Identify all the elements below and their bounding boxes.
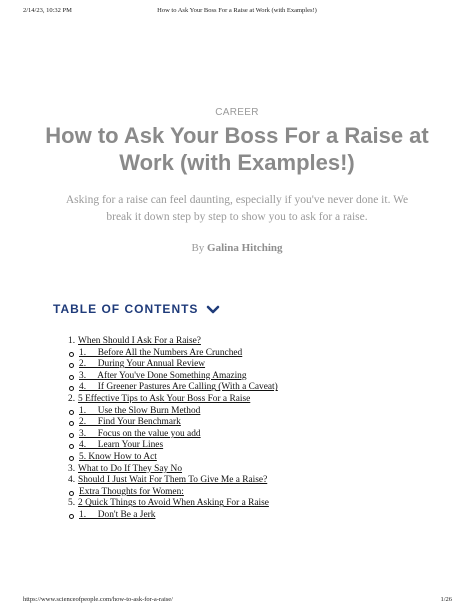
toc-item — [68, 336, 448, 348]
toc-item-number: 2. — [68, 393, 76, 404]
toc-toggle[interactable] — [53, 302, 220, 316]
article-subtitle: Asking for a raise can feel daunting, especially if you've never done it. We break it down step by step to show you to ask for a raise. — [65, 194, 409, 223]
byline — [0, 242, 474, 254]
toc-item — [68, 487, 448, 499]
print-header — [0, 7, 474, 19]
bullet-icon — [69, 375, 74, 380]
toc-item — [68, 475, 448, 487]
toc-link[interactable]: What to Do If They Say No — [78, 463, 183, 474]
print-date: 2/14/23, 10:32 PM — [23, 7, 72, 14]
bullet-icon — [69, 433, 74, 438]
toc-item — [68, 464, 448, 476]
bullet-icon — [69, 444, 74, 449]
bullet-icon — [69, 352, 74, 357]
toc-item — [68, 348, 448, 360]
toc-item-number: 4. — [68, 475, 76, 486]
toc-item — [68, 429, 448, 441]
toc-link[interactable]: 5. Know How to Act — [79, 451, 157, 462]
toc-link[interactable]: 2. Find Your Benchmark — [79, 417, 181, 428]
toc-link[interactable]: 1. Don't Be a Jerk — [79, 509, 156, 520]
toc-item — [68, 498, 448, 510]
toc-item — [68, 452, 448, 464]
toc-link[interactable]: 4. Learn Your Lines — [79, 440, 164, 451]
print-title: How to Ask Your Boss For a Raise at Work (with Examples!) — [157, 7, 317, 14]
toc-link[interactable]: 3. After You've Done Something Amazing — [79, 370, 247, 381]
toc-item — [68, 382, 448, 394]
toc-link[interactable]: When Should I Ask For a Raise? — [78, 336, 201, 346]
bullet-icon — [69, 386, 74, 391]
bullet-icon — [69, 456, 74, 461]
bullet-icon — [69, 410, 74, 415]
print-url: https://www.scienceofpeople.com/how-to-ask-for-a-raise/ — [23, 596, 173, 603]
page-number: 1/26 — [440, 596, 452, 603]
toc-link[interactable]: 2 Quick Things to Avoid When Asking For a Raise — [78, 498, 269, 509]
chevron-down-icon[interactable] — [206, 304, 220, 314]
toc-link[interactable]: 1. Use the Slow Burn Method — [79, 405, 201, 416]
toc-list — [68, 336, 448, 522]
toc-heading: TABLE OF CONTENTS — [53, 302, 199, 316]
toc-item — [68, 394, 448, 406]
toc-item — [68, 440, 448, 452]
print-footer — [0, 596, 474, 608]
article-category[interactable]: CAREER — [215, 107, 259, 118]
bullet-icon — [69, 421, 74, 426]
toc-link[interactable]: Extra Thoughts for Women: — [79, 486, 184, 497]
toc-item — [68, 359, 448, 371]
toc-item — [68, 510, 448, 522]
author-name[interactable]: Galina Hitching — [207, 242, 283, 254]
bullet-icon — [69, 514, 74, 519]
toc-link[interactable]: 1. Before All the Numbers Are Crunched — [79, 347, 243, 358]
toc-item — [68, 417, 448, 429]
byline-prefix: By — [191, 242, 205, 254]
toc-item — [68, 371, 448, 383]
toc-link[interactable]: 4. If Greener Pastures Are Calling (With a Caveat) — [79, 382, 278, 393]
bullet-icon — [69, 363, 74, 368]
toc-item — [68, 406, 448, 418]
toc-item-number: 5. — [68, 498, 76, 509]
toc-link[interactable]: 3. Focus on the value you add — [79, 428, 201, 439]
toc-item-number: 3. — [68, 463, 76, 474]
toc-item-number: 1. — [68, 336, 76, 346]
toc-link[interactable]: Should I Just Wait For Them To Give Me a Raise? — [78, 475, 268, 486]
toc-link[interactable]: 5 Effective Tips to Ask Your Boss For a Raise — [78, 393, 251, 404]
bullet-icon — [69, 491, 74, 496]
toc-link[interactable]: 2. During Your Annual Review — [79, 359, 206, 370]
article-title: How to Ask Your Boss For a Raise at Work (with Examples!) — [45, 123, 429, 175]
